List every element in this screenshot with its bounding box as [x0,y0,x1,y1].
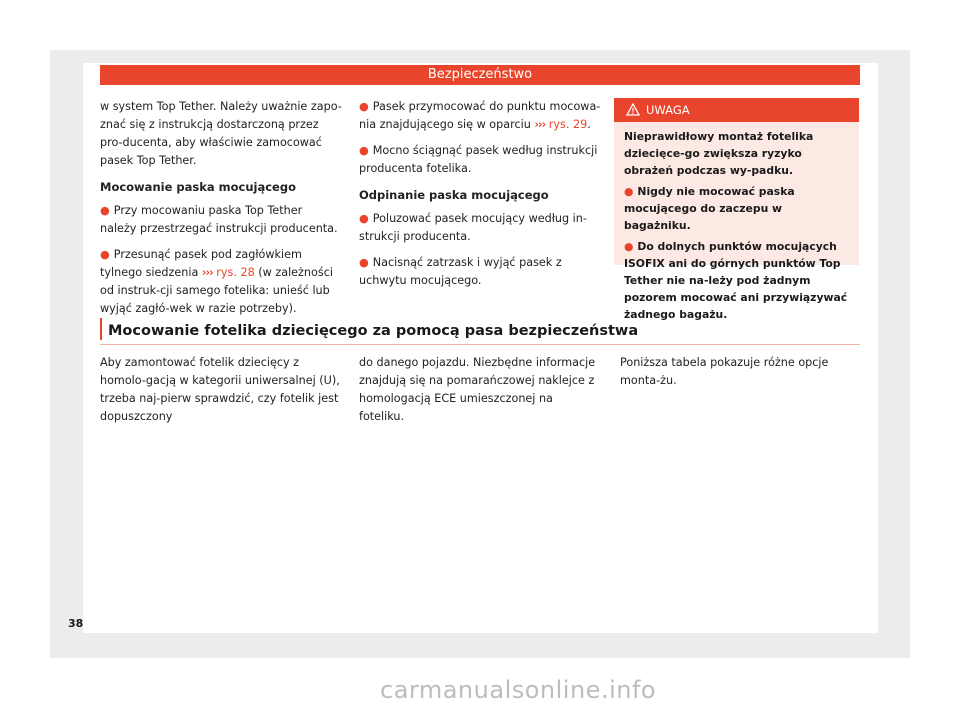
section-heading: Mocowanie fotelika dziecięcego za pomocą pasa bezpieczeństwa [100,318,860,345]
subheading: Mocowanie paska mocującego [100,180,296,194]
list-item: ● Poluzować pasek mocujący według in-strukcji producenta. [359,212,587,243]
paragraph: do danego pojazdu. Niezbędne informacje znajdują się na pomarańczowej naklejce z homologacją ECE umieszczonej na foteliku. [359,356,596,423]
subheading: Odpinanie paska mocującego [359,188,549,202]
paragraph: Poniższa tabela pokazuje różne opcje monta-żu. [620,356,829,387]
list-item: ● Nigdy nie mocować paska mocującego do zaczepu w bagażniku. [624,185,795,232]
warning-title: UWAGA [646,103,690,117]
text-column-3 [620,354,862,398]
arrow-icon: ››› [201,266,213,279]
page-number: 38 [68,617,84,630]
bullet-icon: ● [359,100,369,113]
bullet-icon: ● [100,248,110,261]
list-item: ● Przy mocowaniu paska Top Tether należy przestrzegać instrukcji producenta. [100,204,338,235]
figure-reference-link[interactable]: ››› rys. 28 [201,266,255,279]
bullet-icon: ● [359,256,369,269]
text-column-2 [359,354,601,434]
bullet-icon: ● [624,240,634,253]
list-item: ● Nacisnąć zatrzask i wyjąć pasek z uchwytu mocującego. [359,256,562,287]
bullet-icon: ● [359,144,369,157]
bullet-icon: ● [100,204,110,217]
arrow-icon: ››› [534,118,546,131]
section-header: Bezpieczeństwo [100,65,860,85]
paragraph: Aby zamontować fotelik dziecięcy z homolo-gacją w kategorii uniwersalnej (U), trzeba naj-pierw sprawdzić, czy fotelik jest dopuszczony [100,356,340,423]
warning-intro: Nieprawidłowy montaż fotelika dziecięce-go zwiększa ryzyko obrażeń podczas wy-padku. [624,130,814,177]
warning-triangle-icon [626,103,640,116]
watermark: carmanualsonline.info [380,676,657,704]
warning-body [614,122,859,323]
heading-accent-bar [100,318,102,340]
bullet-icon: ● [624,185,634,198]
list-item: ● Mocno ściągnąć pasek według instrukcji producenta fotelika. [359,144,598,175]
text-column-1 [100,354,342,434]
paragraph: w system Top Tether. Należy uważnie zapo-znać się z instrukcją dostarczoną przez pro-ducenta, aby właściwie zamocować pasek Top Tether. [100,100,342,167]
list-item: ● Do dolnych punktów mocujących ISOFIX ani do górnych punktów Top Tether nie na-leży pod żadnym pozorem mocować ani przywiązywać żadnego bagażu. [624,240,848,321]
text-column-1 [100,98,342,326]
bullet-icon: ● [359,212,369,225]
figure-reference-link[interactable]: ››› rys. 29 [534,118,588,131]
list-item: ● Pasek przymocować do punktu mocowa-nia znajdującego się w oparciu ››› rys. 29. [359,100,601,131]
text-column-2 [359,98,601,298]
warning-box [614,98,859,321]
warning-header [614,98,859,122]
list-item: ● Przesunąć pasek pod zagłówkiem tylnego siedzenia ››› rys. 28 (w zależności od instruk-cji samego fotelika: unieść lub wyjąć zagłó-wek w razie potrzeby). [100,248,333,315]
